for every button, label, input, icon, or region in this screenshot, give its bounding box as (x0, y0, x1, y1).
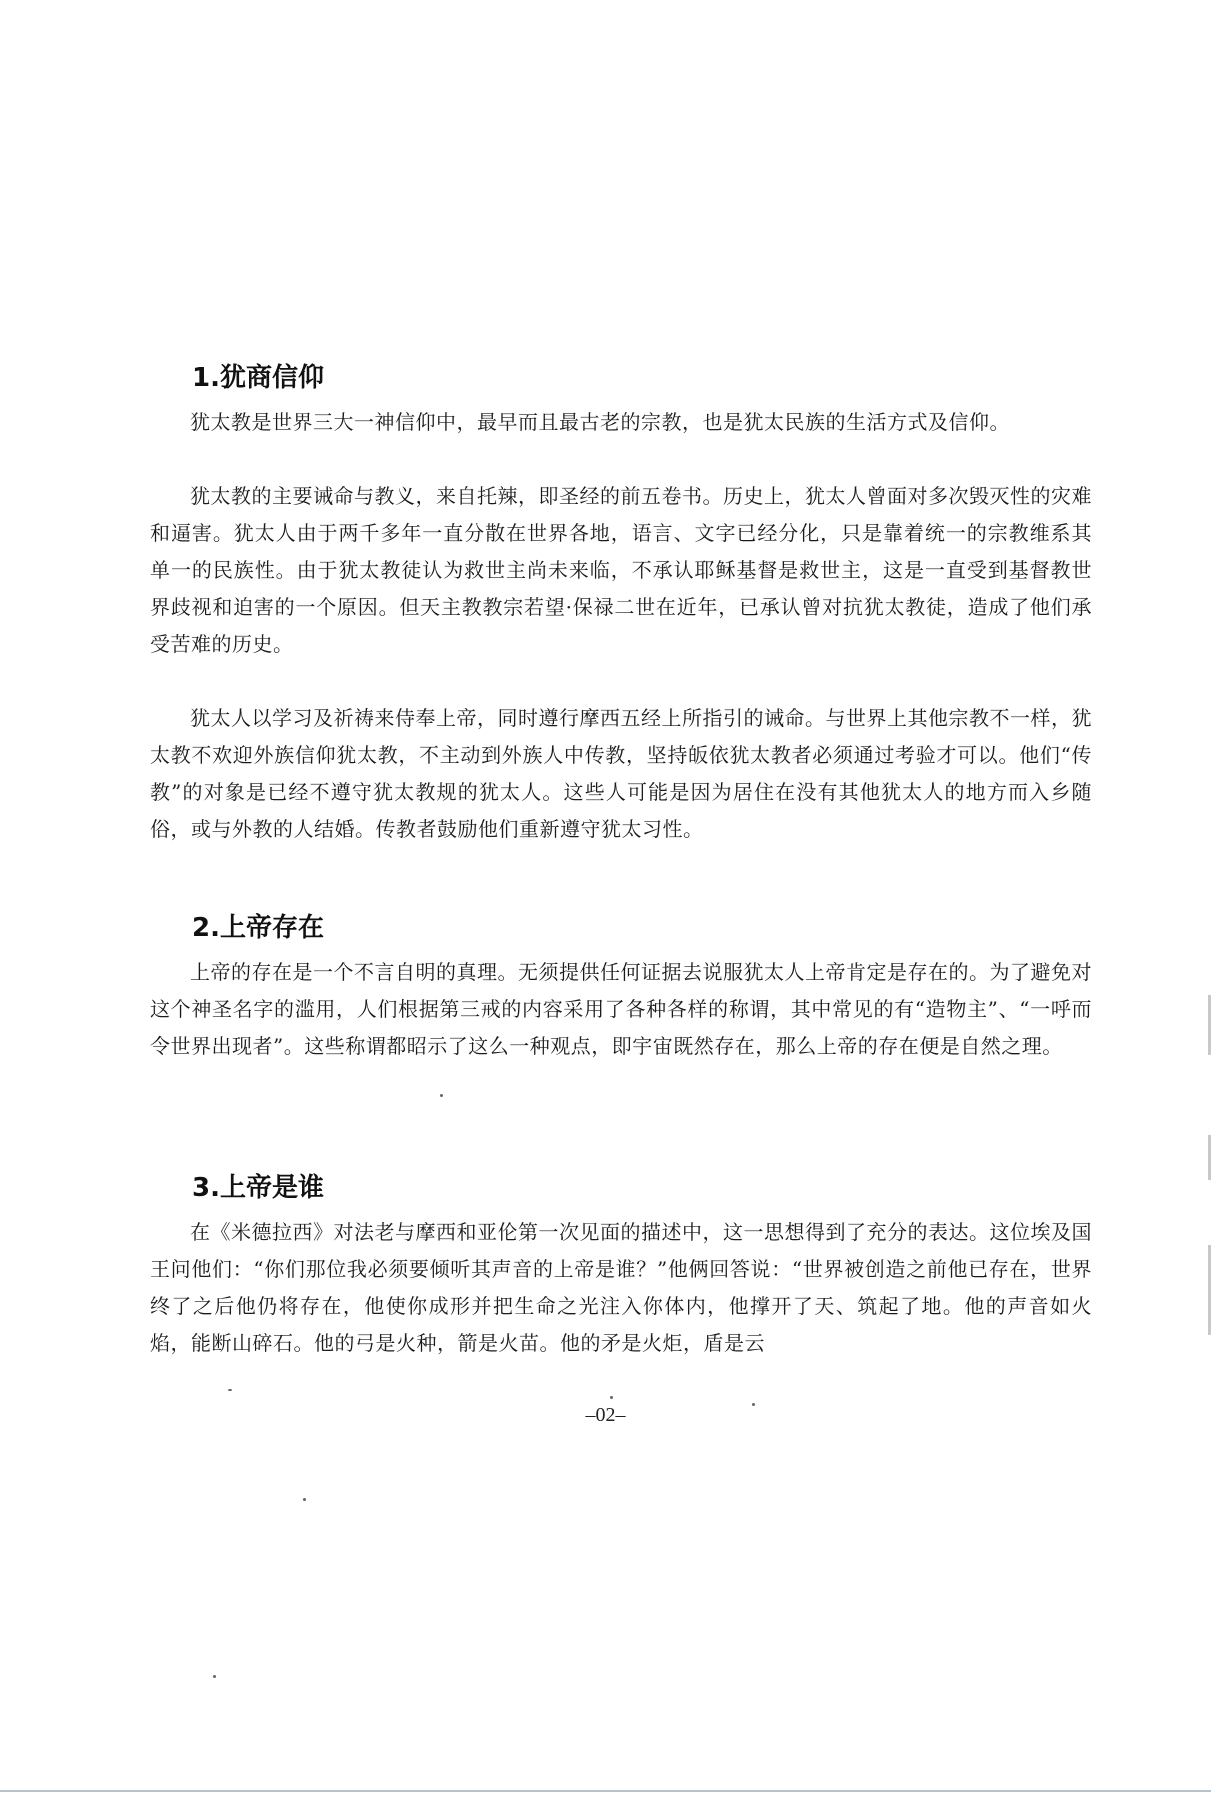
section-heading: 3.上帝是谁 (192, 1173, 324, 1203)
paragraph: 犹太教的主要诫命与教义，来自托辣，即圣经的前五卷书。历史上，犹太人曾面对多次毁灭性的灾难和逼害。犹太人由于两千多年一直分散在世界各地，语言、文字已经分化，只是靠着统一的宗教维系其单一的民族性。由于犹太教徒认为救世主尚未来临，不承认耶稣基督是救世主，这是一直受到基督教世界歧视和迫害的一个原因。但天主教教宗若望·保禄二世在近年，已承认曾对抗犹太教徒，造成了他们承受苦难的历史。 (150, 484, 1092, 656)
section-2 (150, 910, 1092, 1065)
paragraph: 上帝的存在是一个不言自明的真理。无须提供任何证据去说服犹太人上帝肯定是存在的。为了避免对这个神圣名字的滥用，人们根据第三戒的内容采用了各种各样的称谓，其中常见的有“造物主”、“一呼而令世界出现者”。这些称谓都昭示了这么一种观点，即宇宙既然存在，那么上帝的存在便是自然之理。 (150, 960, 1092, 1058)
paragraph: 犹太人以学习及祈祷来侍奉上帝，同时遵行摩西五经上所指引的诫命。与世界上其他宗教不一样，犹太教不欢迎外族信仰犹太教，不主动到外族人中传教，坚持皈依犹太教者必须通过考验才可以。他们“传教”的对象是已经不遵守犹太教规的犹太人。这些人可能是因为居住在没有其他犹太人的地方而入乡随俗，或与外教的人结婚。传教者鼓励他们重新遵守犹太习性。 (150, 706, 1092, 841)
page-bottom-edge (0, 1790, 1211, 1792)
section-1 (150, 360, 1092, 848)
scan-speck (228, 1389, 232, 1391)
page-number: –02– (585, 1404, 626, 1426)
scan-speck (610, 1396, 613, 1399)
section-heading: 1.犹商信仰 (192, 363, 324, 393)
paragraph: 在《米德拉西》对法老与摩西和亚伦第一次见面的描述中，这一思想得到了充分的表达。这位埃及国王问他们：“你们那位我必须要倾听其声音的上帝是谁？”他俩回答说：“世界被创造之前他已存在，世界终了之后他仍将存在，他使你成形并把生命之光注入你体内，他撑开了天、筑起了地。他的声音如火焰，能断山碎石。他的弓是火种，箭是火苗。他的矛是火炬，盾是云 (150, 1220, 1092, 1355)
section-heading: 2.上帝存在 (192, 913, 324, 943)
scan-speck (213, 1675, 216, 1678)
scan-speck (752, 1403, 755, 1406)
paragraph: 犹太教是世界三大一神信仰中，最早而且最古老的宗教，也是犹太民族的生活方式及信仰。 (190, 410, 1010, 434)
section-3 (150, 1170, 1092, 1362)
scan-speck (440, 1094, 443, 1097)
scan-speck (303, 1498, 306, 1501)
